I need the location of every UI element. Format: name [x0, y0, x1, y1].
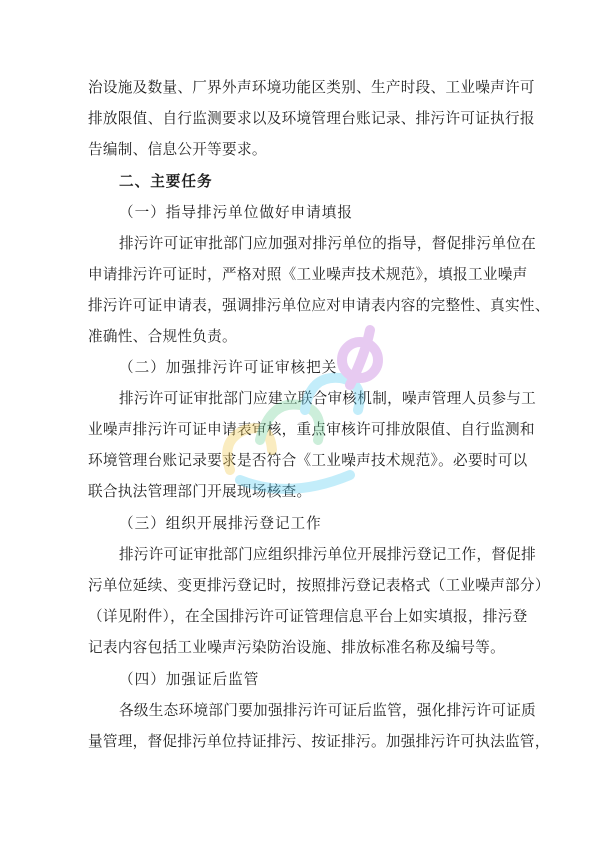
subsection-title: （四）加强证后监管	[119, 671, 260, 688]
section-heading: 二、主要任务	[119, 173, 213, 190]
subsection-title: （一）指导排污单位做好申请填报	[119, 204, 353, 221]
subsection-title: （二）加强排污许可证审核把关	[119, 359, 338, 376]
paragraph-line: 各级生态环境部门要加强排污许可证后监管，强化排污许可证质	[119, 702, 537, 719]
paragraph-line: 排污许可证审批部门应建立联合审核机制，噪声管理人员参与工	[119, 390, 537, 407]
paragraph-line: 准确性、合规性负责。	[88, 328, 237, 345]
paragraph-line: 环境管理台账记录要求是否符合《工业噪声技术规范》。必要时可以	[88, 452, 528, 469]
subsection-title: （三）组织开展排污登记工作	[119, 515, 322, 532]
paragraph-line: 记表内容包括工业噪声污染防治设施、排放标准名称及编号等。	[88, 639, 506, 656]
paragraph-line: 排污许可证申请表，强调排污单位应对申请表内容的完整性、真实性、	[88, 297, 550, 314]
paragraph-line: 排污许可证审批部门应加强对排污单位的指导，督促排污单位在	[119, 235, 537, 252]
paragraph-line: 联合执法管理部门开展现场核查。	[88, 483, 312, 500]
paragraph-line: （详见附件），在全国排污许可证管理信息平台上如实填报，排污登	[88, 608, 528, 625]
paragraph-line: 污单位延续、变更排污登记时，按照排污登记表格式（工业噪声部分）	[88, 577, 550, 594]
paragraph-line: 业噪声排污许可证申请表审核，重点审核许可排放限值、自行监测和	[88, 421, 535, 438]
paragraph-line: 申请排污许可证时，严格对照《工业噪声技术规范》，填报工业噪声	[88, 266, 528, 283]
paragraph-line: 排放限值、自行监测要求以及环境管理台账记录、排污许可证执行报	[88, 110, 535, 127]
paragraph-line: 治设施及数量、厂界外声环境功能区类别、生产时段、工业噪声许可	[88, 79, 535, 96]
paragraph-line: 量管理，督促排污单位持证排污、按证排污。加强排污许可执法监管，	[88, 733, 550, 750]
paragraph-line: 告编制、信息公开等要求。	[88, 141, 267, 158]
paragraph-line: 排污许可证审批部门应组织排污单位开展排污登记工作，督促排	[119, 546, 537, 563]
